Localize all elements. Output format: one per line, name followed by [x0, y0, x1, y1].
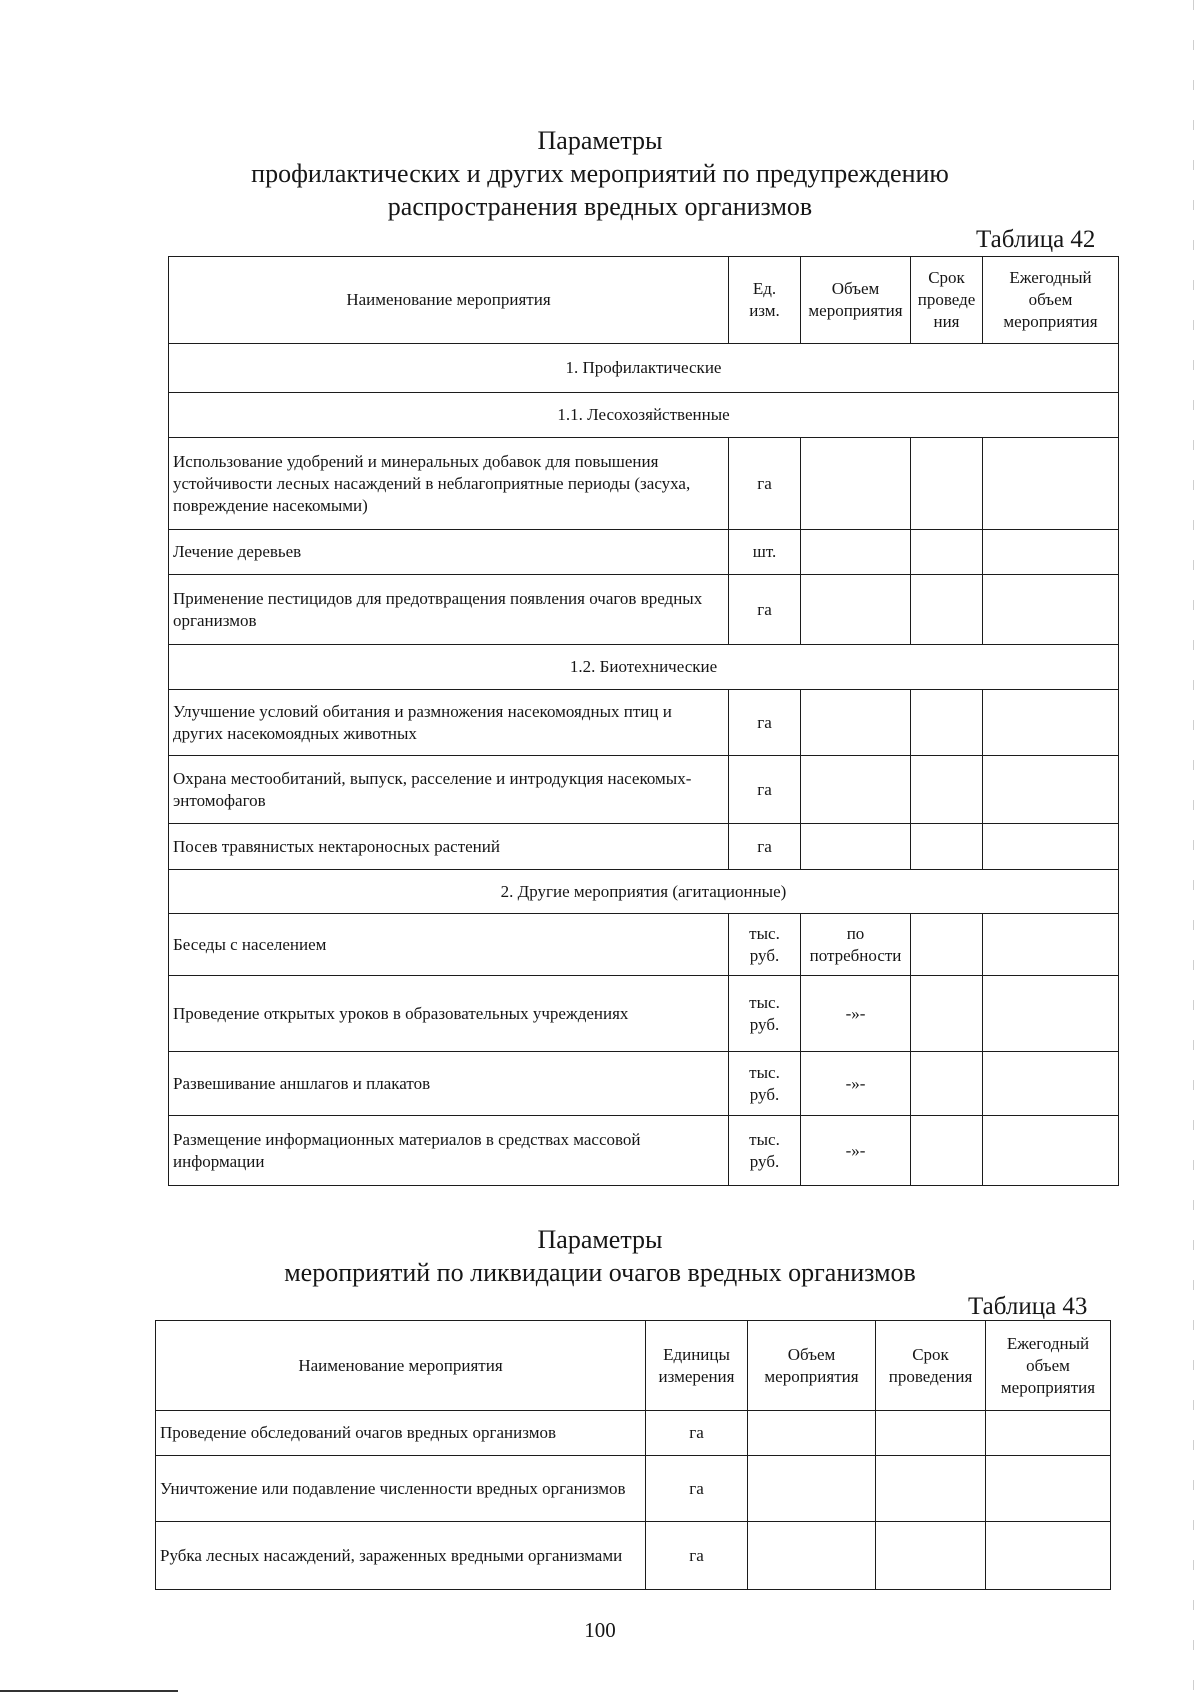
header-annual: Ежегодный объем мероприятия [983, 257, 1119, 344]
row-term [911, 690, 983, 756]
header-volume: Объем мероприятия [748, 1321, 876, 1411]
row-unit: га [729, 690, 801, 756]
table-row [169, 1116, 1119, 1186]
table-row [169, 690, 1119, 756]
table-row [169, 575, 1119, 645]
row-annual [986, 1456, 1111, 1522]
row-term [911, 1052, 983, 1116]
row-name: Использование удобрений и минеральных добавок для повышения устойчивости лесных насаждений в неблагоприятные периоды (засуха, повреждение насекомыми) [169, 438, 729, 530]
row-annual [983, 914, 1119, 976]
row-volume [801, 530, 911, 575]
row-annual [983, 1116, 1119, 1186]
header-name: Наименование мероприятия [156, 1321, 646, 1411]
header-volume: Объем мероприятия [801, 257, 911, 344]
row-name: Улучшение условий обитания и размножения насекомоядных птиц и других насекомоядных животных [169, 690, 729, 756]
row-term [911, 1116, 983, 1186]
row-volume [748, 1456, 876, 1522]
table-row [169, 756, 1119, 824]
table-43-caption: Таблица 43 [968, 1293, 1088, 1320]
row-volume: -»- [801, 1052, 911, 1116]
header-unit: Ед. изм. [729, 257, 801, 344]
row-annual [983, 530, 1119, 575]
row-annual [983, 438, 1119, 530]
title-42-line-2: профилактических и других мероприятий по предупреждению [251, 159, 949, 188]
row-name: Применение пестицидов для предотвращения появления очагов вредных организмов [169, 575, 729, 645]
row-annual [983, 690, 1119, 756]
table-42-header [169, 257, 1119, 344]
row-term [876, 1411, 986, 1456]
header-unit: Единицы измерения [646, 1321, 748, 1411]
row-term [911, 575, 983, 645]
header-term: Срок проведе ния [911, 257, 983, 344]
row-unit: шт. [729, 530, 801, 575]
row-volume [801, 824, 911, 870]
header-annual: Ежегодный объем мероприятия [986, 1321, 1111, 1411]
row-term [911, 914, 983, 976]
row-unit: тыс. руб. [729, 914, 801, 976]
row-volume: по потребности [801, 914, 911, 976]
table-row [169, 914, 1119, 976]
row-annual [986, 1522, 1111, 1590]
table-row [156, 1522, 1111, 1590]
section-1-2: 1.2. Биотехнические [169, 645, 1119, 690]
table-42-caption: Таблица 42 [976, 226, 1096, 253]
row-unit: га [729, 438, 801, 530]
header-name: Наименование мероприятия [169, 257, 729, 344]
row-volume [801, 756, 911, 824]
title-table-43 [0, 1223, 1200, 1289]
row-unit: тыс. руб. [729, 976, 801, 1052]
row-annual [986, 1411, 1111, 1456]
row-annual [983, 575, 1119, 645]
table-43-header [156, 1321, 1111, 1411]
row-volume [748, 1411, 876, 1456]
row-volume [748, 1522, 876, 1590]
row-volume: -»- [801, 1116, 911, 1186]
row-name: Проведение обследований очагов вредных организмов [156, 1411, 646, 1456]
table-row [169, 530, 1119, 575]
row-name: Проведение открытых уроков в образовательных учреждениях [169, 976, 729, 1052]
row-name: Беседы с населением [169, 914, 729, 976]
table-row [169, 438, 1119, 530]
row-name: Размещение информационных материалов в средствах массовой информации [169, 1116, 729, 1186]
row-unit: тыс. руб. [729, 1052, 801, 1116]
row-unit: тыс. руб. [729, 1116, 801, 1186]
row-name: Посев травянистых нектароносных растений [169, 824, 729, 870]
title-42-line-3: распространения вредных организмов [387, 192, 813, 221]
table-42 [168, 256, 1119, 1186]
row-annual [983, 756, 1119, 824]
table-row [169, 1052, 1119, 1116]
section-1-1: 1.1. Лесохозяйственные [169, 393, 1119, 438]
row-unit: га [729, 824, 801, 870]
row-volume [801, 575, 911, 645]
row-name: Лечение деревьев [169, 530, 729, 575]
scan-artifact-line [0, 1690, 178, 1692]
row-name: Уничтожение или подавление численности вредных организмов [156, 1456, 646, 1522]
header-term: Срок проведения [876, 1321, 986, 1411]
row-term [911, 756, 983, 824]
table-row [169, 976, 1119, 1052]
title-43-line-1: Параметры [537, 1225, 663, 1254]
row-name: Охрана местообитаний, выпуск, расселение и интродукция насекомых-энтомофагов [169, 756, 729, 824]
row-annual [983, 1052, 1119, 1116]
row-volume: -»- [801, 976, 911, 1052]
row-unit: га [646, 1411, 748, 1456]
table-row [156, 1456, 1111, 1522]
row-volume [801, 438, 911, 530]
page-number: 100 [584, 1618, 616, 1642]
row-annual [983, 824, 1119, 870]
table-row [169, 824, 1119, 870]
row-volume [801, 690, 911, 756]
row-unit: га [646, 1522, 748, 1590]
row-unit: га [729, 756, 801, 824]
row-term [911, 976, 983, 1052]
row-unit: га [729, 575, 801, 645]
row-name: Развешивание аншлагов и плакатов [169, 1052, 729, 1116]
section-1: 1. Профилактические [169, 344, 1119, 393]
row-term [876, 1456, 986, 1522]
table-row [156, 1411, 1111, 1456]
title-42-line-1: Параметры [537, 126, 663, 155]
section-2: 2. Другие мероприятия (агитационные) [169, 870, 1119, 914]
row-name: Рубка лесных насаждений, зараженных вредными организмами [156, 1522, 646, 1590]
row-term [911, 530, 983, 575]
scan-edge [1193, 0, 1194, 1695]
row-unit: га [646, 1456, 748, 1522]
table-43 [155, 1320, 1111, 1590]
row-term [911, 824, 983, 870]
title-43-line-2: мероприятий по ликвидации очагов вредных организмов [284, 1258, 916, 1287]
row-term [876, 1522, 986, 1590]
row-annual [983, 976, 1119, 1052]
title-table-42 [0, 124, 1200, 223]
row-term [911, 438, 983, 530]
